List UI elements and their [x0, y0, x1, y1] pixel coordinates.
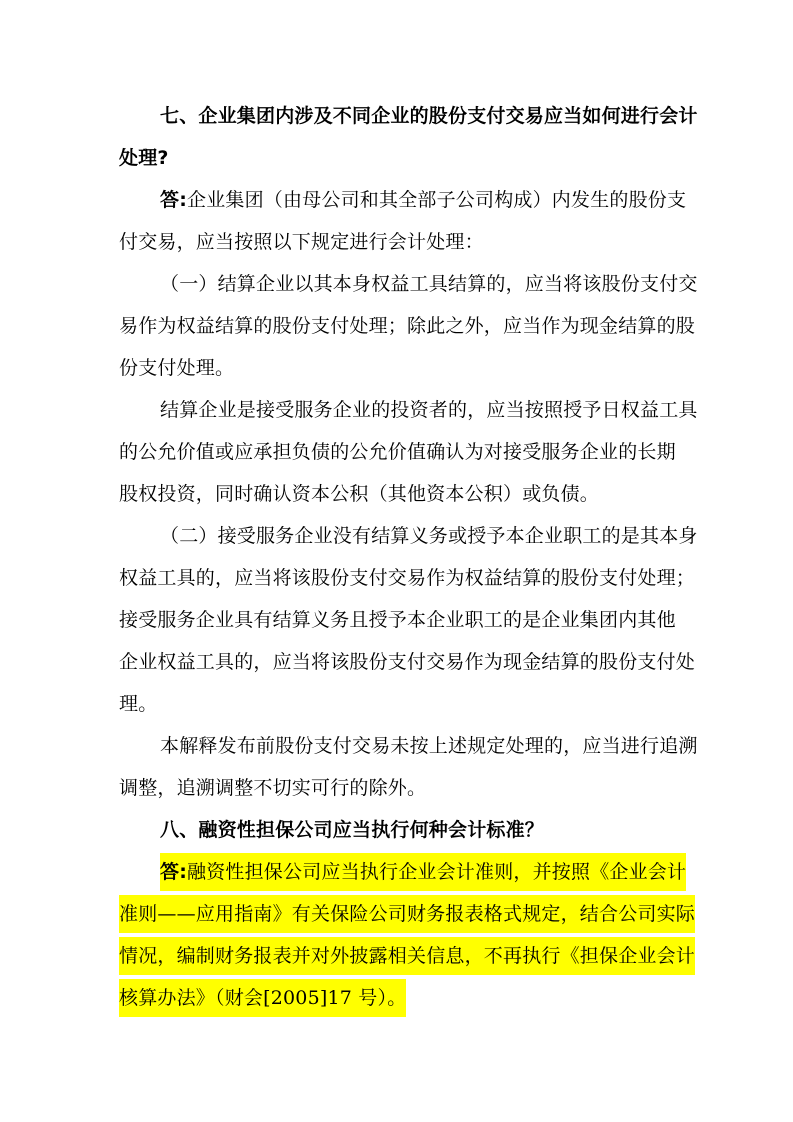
- item1-line3: 份支付处理。: [119, 357, 235, 379]
- item2-line5: 理。: [119, 693, 158, 715]
- item2-line2: 权益工具的，应当将该股份支付交易作为权益结算的股份支付处理；: [119, 567, 696, 589]
- item2-line1: （二）接受服务企业没有结算义务或授予本企业职工的是其本身: [160, 525, 698, 547]
- para2-line1: 结算企业是接受服务企业的投资者的，应当按照授予日权益工具: [160, 399, 698, 421]
- para3-line2: 调整，追溯调整不切实可行的除外。: [119, 777, 427, 799]
- section8-answer-text4: 核算办法》（财会[2005]17 号）。: [119, 979, 406, 1017]
- section7-heading-line1: 七、企业集团内涉及不同企业的股份支付交易应当如何进行会计: [160, 105, 698, 127]
- section7-answer-line2: 付交易，应当按照以下规定进行会计处理：: [119, 231, 484, 253]
- para2-line3: 股权投资，同时确认资本公积（其他资本公积）或负债。: [119, 483, 600, 505]
- para3-line1: 本解释发布前股份支付交易未按上述规定处理的，应当进行追溯: [160, 735, 698, 757]
- item1-line1: （一）结算企业以其本身权益工具结算的，应当将该股份支付交: [160, 273, 698, 295]
- section8-answer-label: 答:: [160, 853, 187, 891]
- section8-answer-line4: [119, 986, 406, 1010]
- item2-line4: 企业权益工具的，应当将该股份支付交易作为现金结算的股份支付处: [119, 651, 696, 673]
- section8-answer-text1: 融资性担保公司应当执行企业会计准则，并按照《企业会计: [187, 853, 686, 891]
- section8-answer-line2: [119, 902, 695, 926]
- section7-answer-label: 答:: [160, 189, 187, 211]
- section8-answer-text2: 准则——应用指南》有关保险公司财务报表格式规定，结合公司实际: [119, 895, 695, 933]
- section8-answer-line3: [119, 944, 695, 968]
- section8-heading: 八、融资性担保公司应当执行何种会计标准？: [160, 819, 545, 841]
- item2-line3: 接受服务企业具有结算义务且授予本企业职工的是企业集团内其他: [119, 609, 676, 631]
- section8-answer-line1: [160, 860, 686, 884]
- section7-heading-line2: 处理?: [119, 147, 169, 169]
- section8-answer-text3: 情况，编制财务报表并对外披露相关信息，不再执行《担保企业会计: [119, 937, 695, 975]
- para2-line2: 的公允价值或应承担负债的公允价值确认为对接受服务企业的长期: [119, 441, 676, 463]
- item1-line2: 易作为权益结算的股份支付处理；除此之外，应当作为现金结算的股: [119, 315, 696, 337]
- section7-answer-line1: [160, 188, 686, 212]
- section7-answer-text1: 企业集团（由母公司和其全部子公司构成）内发生的股份支: [187, 189, 687, 211]
